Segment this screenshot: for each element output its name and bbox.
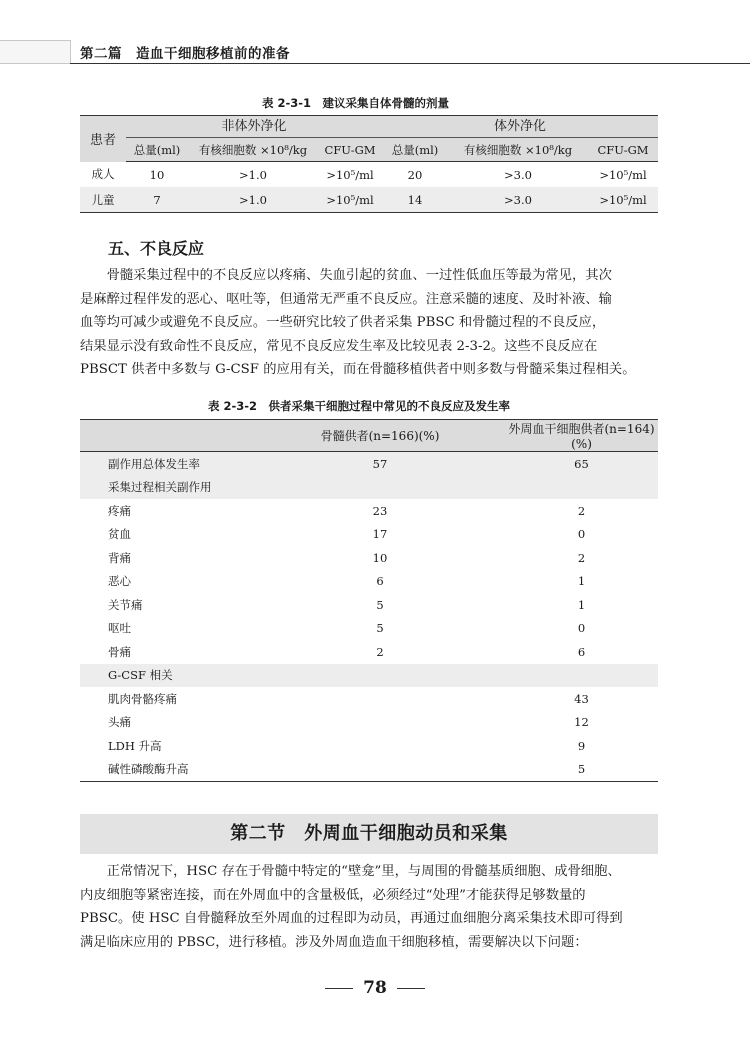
group-non-purged: 非体外净化 — [126, 116, 382, 140]
paragraph-line: 血等均可减少或避免不良反应。一些研究比较了供者采集 PBSC 和骨髓过程的不良反应， — [80, 315, 606, 331]
table-row — [80, 617, 658, 641]
col-patient: 患者 — [80, 116, 126, 162]
value-bone-marrow: 10 — [372, 550, 388, 565]
table-row — [80, 162, 658, 188]
row-label: 骨痛 — [108, 644, 131, 659]
value-peripheral-blood: 43 — [574, 691, 589, 706]
paragraph-line: 是麻醉过程伴发的恶心、呕吐等，但通常无严重不良反应。注意采髓的速度、及时补液、输 — [80, 291, 612, 307]
value-peripheral-blood: 12 — [574, 715, 589, 730]
value-bone-marrow — [255, 734, 505, 758]
table-bone-marrow-dose — [80, 115, 658, 213]
cell-patient: 儿童 — [80, 187, 126, 213]
col-total-1: 总量(ml) — [126, 139, 188, 162]
table-row — [80, 546, 658, 570]
value-bone-marrow — [255, 476, 505, 500]
paragraph-line: 结果显示没有致命性不良反应，常见不良反应发生率及比较见表 2-3-2。这些不良反应在 — [80, 338, 598, 354]
value-bone-marrow: 23 — [372, 503, 388, 518]
col-cfu-2: CFU-GM — [588, 139, 658, 162]
table-row — [80, 452, 658, 476]
footer-dash — [325, 988, 353, 989]
row-label: 贫血 — [108, 527, 131, 542]
table2-caption: 表 2-3-2 供者采集干细胞过程中常见的不良反应及发生率 — [208, 399, 511, 413]
col-peripheral-blood: 外周血干细胞供者(n=164)(%) — [505, 420, 658, 452]
running-header-title: 第二篇 造血干细胞移植前的准备 — [80, 46, 290, 62]
table-row — [80, 664, 658, 688]
paragraph-line: PBSCT 供者中多数与 G-CSF 的应用有关，而在骨髓移植供者中则多数与骨髓采集过程相关。 — [80, 362, 636, 378]
value-bone-marrow — [255, 664, 505, 688]
value-bone-marrow: 57 — [255, 452, 505, 476]
value-bone-marrow: 5 — [376, 621, 384, 636]
col-cells-1: 有核细胞数 ×10⁸/kg — [188, 139, 318, 162]
value-bone-marrow: 17 — [372, 527, 388, 542]
row-label: 肌肉骨骼疼痛 — [108, 691, 177, 706]
group-purged: 体外净化 — [382, 116, 658, 140]
value-bone-marrow — [255, 711, 505, 735]
value-peripheral-blood: 0 — [577, 527, 586, 542]
cell: >3.0 — [448, 187, 588, 213]
section2-paragraph — [80, 860, 660, 954]
value-peripheral-blood: 1 — [577, 574, 586, 589]
row-label: 呕吐 — [108, 621, 131, 636]
page-number: 78 — [363, 978, 387, 998]
col-cfu-1: CFU-GM — [318, 139, 382, 162]
table-row — [80, 523, 658, 547]
row-label: 头痛 — [108, 715, 131, 730]
cell: >10⁵/ml — [588, 187, 658, 213]
value-peripheral-blood: 5 — [577, 762, 586, 777]
row-label: 采集过程相关副作用 — [80, 476, 255, 500]
header-rule — [70, 63, 750, 64]
row-label: 碱性磷酸酶升高 — [108, 762, 189, 777]
footer-dash — [397, 988, 425, 989]
section-heading: 五、不良反应 — [108, 239, 205, 258]
value-peripheral-blood: 2 — [577, 550, 586, 565]
paragraph-line: 正常情况下，HSC 存在于骨髓中特定的“壁龛”里，与周围的骨髓基质细胞、成骨细胞、 — [106, 864, 621, 879]
section-title-banner: 第二节 外周血干细胞动员和采集 — [80, 814, 658, 854]
table-row — [80, 499, 658, 523]
value-peripheral-blood: 2 — [577, 503, 586, 518]
table-row — [80, 640, 658, 664]
value-bone-marrow — [255, 758, 505, 782]
paragraph-line: 骨髓采集过程中的不良反应以疼痛、失血引起的贫血、一过性低血压等最为常见，其次 — [106, 268, 612, 283]
table-row — [80, 476, 658, 500]
cell: 10 — [149, 167, 165, 182]
row-label: 疼痛 — [108, 503, 131, 518]
cell: >10⁵/ml — [318, 187, 382, 213]
value-peripheral-blood — [505, 664, 658, 688]
row-label: 恶心 — [108, 574, 131, 589]
row-label: 背痛 — [108, 550, 131, 565]
row-label: 副作用总体发生率 — [80, 452, 255, 476]
cell: >1.0 — [188, 187, 318, 213]
col-bone-marrow: 骨髓供者(n=166)(%) — [255, 420, 505, 452]
value-peripheral-blood: 1 — [577, 597, 586, 612]
cell: 20 — [407, 167, 423, 182]
cell-patient: 成人 — [91, 167, 115, 182]
table-row — [80, 687, 658, 711]
cell: >3.0 — [504, 167, 532, 182]
col-cells-2: 有核细胞数 ×10⁸/kg — [448, 139, 588, 162]
section5-paragraph — [80, 264, 660, 382]
cell: >10⁵/ml — [599, 167, 647, 182]
paragraph-line: PBSC。使 HSC 自骨髓释放至外周血的过程即为动员，再通过血细胞分离采集技术即可得到 — [80, 911, 623, 927]
row-label: LDH 升高 — [108, 738, 162, 753]
cell: 14 — [382, 187, 448, 213]
value-bone-marrow: 6 — [376, 574, 384, 589]
header-tab — [0, 40, 71, 64]
table-row — [80, 734, 658, 758]
value-bone-marrow: 5 — [376, 597, 384, 612]
row-label: G-CSF 相关 — [80, 664, 255, 688]
table1-caption: 表 2-3-1 建议采集自体骨髓的剂量 — [262, 96, 450, 110]
table-row — [80, 570, 658, 594]
table-row — [80, 711, 658, 735]
col-item — [80, 420, 255, 452]
value-peripheral-blood: 6 — [577, 644, 586, 659]
value-peripheral-blood: 0 — [577, 621, 586, 636]
table-row — [80, 593, 658, 617]
value-peripheral-blood — [505, 476, 658, 500]
page-footer — [0, 978, 750, 998]
value-peripheral-blood: 9 — [577, 738, 586, 753]
col-total-2: 总量(ml) — [382, 139, 448, 162]
value-peripheral-blood: 65 — [505, 452, 658, 476]
row-label: 关节痛 — [108, 597, 143, 612]
table-row — [80, 187, 658, 213]
paragraph-line: 内皮细胞等紧密连接，而在外周血中的含量极低，必须经过“处理”才能获得足够数量的 — [80, 887, 586, 903]
cell: >10⁵/ml — [326, 167, 374, 182]
value-bone-marrow — [255, 687, 505, 711]
value-bone-marrow: 2 — [376, 644, 384, 659]
cell: >1.0 — [239, 167, 267, 182]
table-adverse-reactions — [80, 419, 658, 782]
paragraph-line: 满足临床应用的 PBSC，进行移植。涉及外周血造血干细胞移植，需要解决以下问题： — [80, 934, 588, 950]
cell: 7 — [126, 187, 188, 213]
table-row — [80, 758, 658, 782]
